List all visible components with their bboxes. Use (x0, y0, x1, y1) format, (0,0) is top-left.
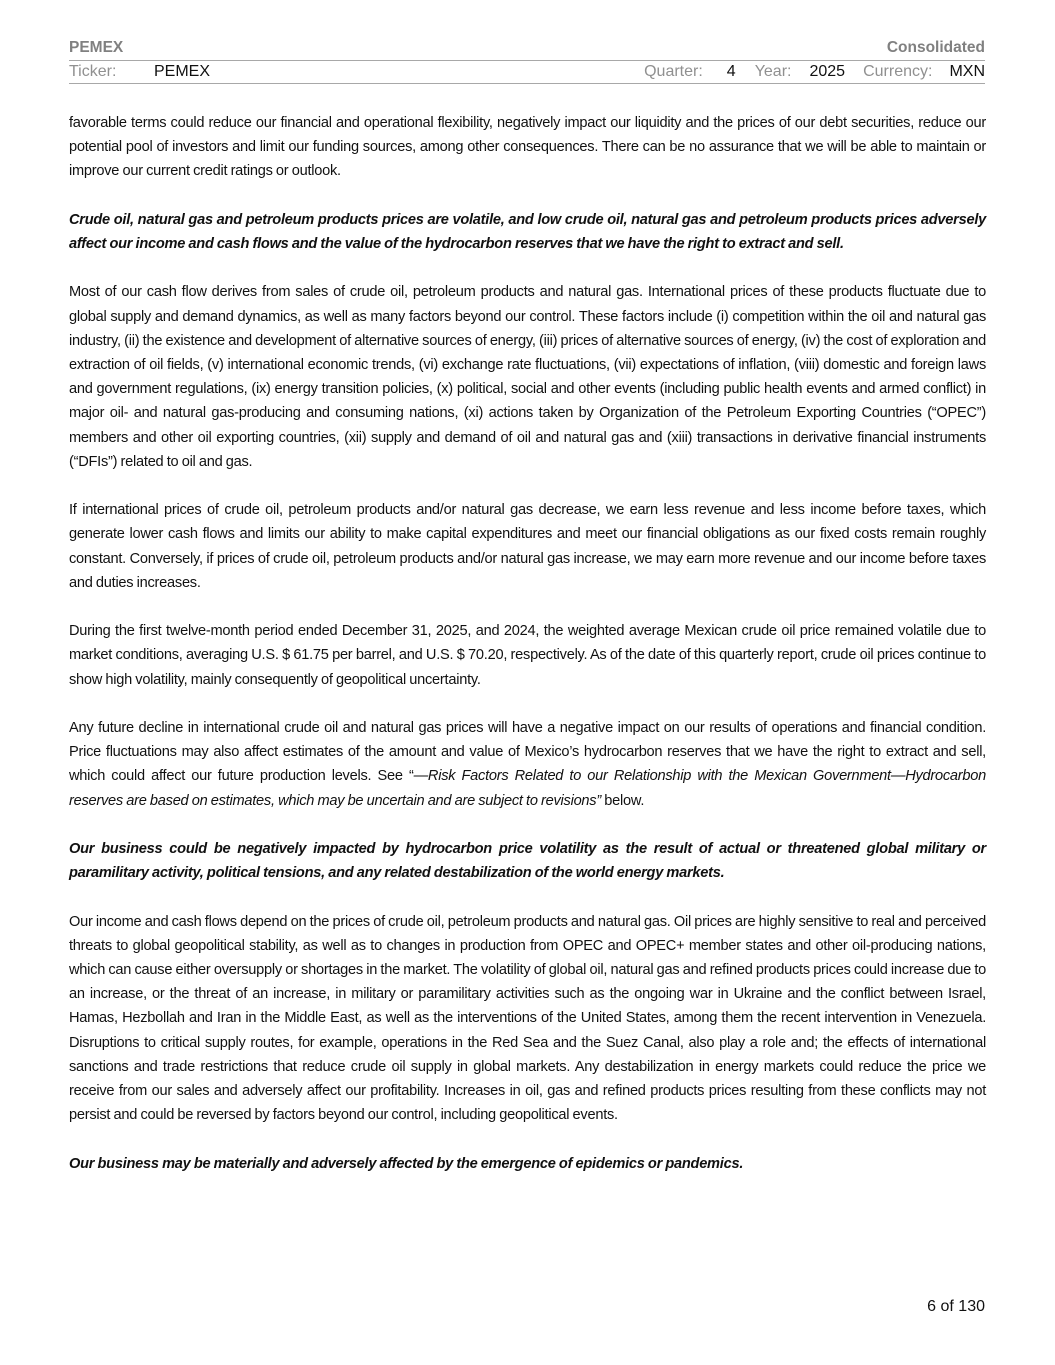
paragraph-credit-ratings: favorable terms could reduce our financial and operational flexibility, negatively impact our liquidity and the prices of our debt securities, reduce our potential pool of investors and limit our funding sources, among other consequences. There can be no assurance that we will be able to maintain or improve our current credit ratings or outlook. (69, 115, 986, 180)
year-label: Year: (754, 62, 792, 80)
year-value: 2025 (809, 62, 846, 80)
paragraph-future-decline (69, 716, 986, 813)
ticker-value: PEMEX (154, 62, 211, 80)
cross-reference-link: —Risk Factors Related to our Relationship with the Mexican Government—Hydrocarbon reserves are based on estimates, which may be uncertain and are subject to revisions” (69, 768, 986, 809)
ticker-label: Ticker: (69, 62, 117, 80)
report-header (69, 37, 985, 61)
quarter-label: Quarter: (644, 62, 703, 80)
heading-epidemics: Our business may be materially and adversely affected by the emergence of epidemics or pandemics. (69, 1155, 744, 1172)
paragraph-price-decrease: If international prices of crude oil, petroleum products and/or natural gas decrease, we earn less revenue and less income before taxes, which generate lower cash flows and limits our ability to make capital expenditures and meet our financial obligations as our fixed costs remain roughly constant. Conversely, if prices of crude oil, petroleum products and/or natural gas increase, we may earn more revenue and our income before taxes and duties increases. (69, 502, 986, 591)
document-body (69, 111, 986, 1200)
report-metadata-bar (69, 60, 985, 84)
currency-label: Currency: (863, 62, 933, 80)
paragraph-weighted-average-price: During the first twelve-month period ended December 31, 2025, and 2024, the weighted average Mexican crude oil price remained volatile due to market conditions, averaging U.S. $ 61.75 per barrel, and U.S. $ 70.20, respectively. As of the date of this quarterly report, crude oil prices continue to show high volatility, mainly consequently of geopolitical uncertainty. (69, 623, 986, 688)
report-type: Consolidated (886, 39, 985, 56)
heading-price-volatility: Crude oil, natural gas and petroleum products prices are volatile, and low crude oil, natural gas and petroleum products prices adversely affect our income and cash flows and the value of the hydrocarbon reserves that we have the right to extract and sell. (69, 211, 986, 252)
company-name: PEMEX (69, 39, 124, 56)
currency-value: MXN (949, 62, 985, 80)
paragraph-cash-flow-factors: Most of our cash flow derives from sales of crude oil, petroleum products and natural gas. International prices of these products fluctuate due to global supply and demand dynamics, as well as many factors beyond our control. These factors include (i) competition within the oil and natural gas industry, (ii) the existence and development of alternative sources of energy, (iii) prices of alternative sources of energy, (iv) the cost of exploration and extraction of oil fields, (v) international economic trends, (vi) exchange rate fluctuations, (vii) expectations of inflation, (viii) domestic and foreign laws and government regulations, (ix) energy transition policies, (x) political, social and other events (including public health events and armed conflict) in major oil- and natural gas-producing and consuming nations, (xi) actions taken by Organization of the Petroleum Exporting Countries (“OPEC”) members and other oil exporting countries, (xii) supply and demand of oil and natural gas and (xiii) transactions in derivative financial instruments (“DFIs”) related to oil and gas. (69, 284, 986, 470)
page-number: 6 of 130 (927, 1298, 985, 1315)
paragraph-geopolitical-details: Our income and cash flows depend on the prices of crude oil, petroleum products and natural gas. Oil prices are highly sensitive to real and perceived threats to global geopolitical stability, as well as to changes in production from OPEC and OPEC+ member states and other oil-producing nations, which can cause either oversupply or shortages in the market. The volatility of global oil, natural gas and refined products prices could increase due to an increase, or the threat of an increase, in military or paramilitary activities such as the ongoing war in Ukraine and the conflict between Israel, Hamas, Hezbollah and Iran in the Middle East, as well as the interventions of the United States, among them the recent intervention in Venezuela. Disruptions to critical supply routes, for example, operations in the Red Sea and the Suez Canal, also play a role and; the effects of international sanctions and trade restrictions that reduce crude oil supply in global markets. Any destabilization in energy markets could reduce the price we receive from our sales and adversely affect our profitability. Increases in oil, gas and refined products prices resulting from these conflicts may not persist and could be reversed by factors beyond our control, including geopolitical events. (69, 913, 986, 1124)
future-decline-end: below. (600, 792, 645, 809)
future-decline-text: Any future decline in international crude oil and natural gas prices will have a negative impact on our results of operations and financial condition. Price fluctuations may also affect estimates of the amount and value of Mexico’s hydrocarbon reserves that we have the right to extract and sell, which could affect our future production levels. See “ (69, 720, 986, 785)
quarter-value: 4 (726, 62, 736, 80)
heading-geopolitical-risk: Our business could be negatively impacted by hydrocarbon price volatility as the result of actual or threatened global military or paramilitary activity, political tensions, and any related destabilization of the world energy markets. (69, 841, 986, 882)
